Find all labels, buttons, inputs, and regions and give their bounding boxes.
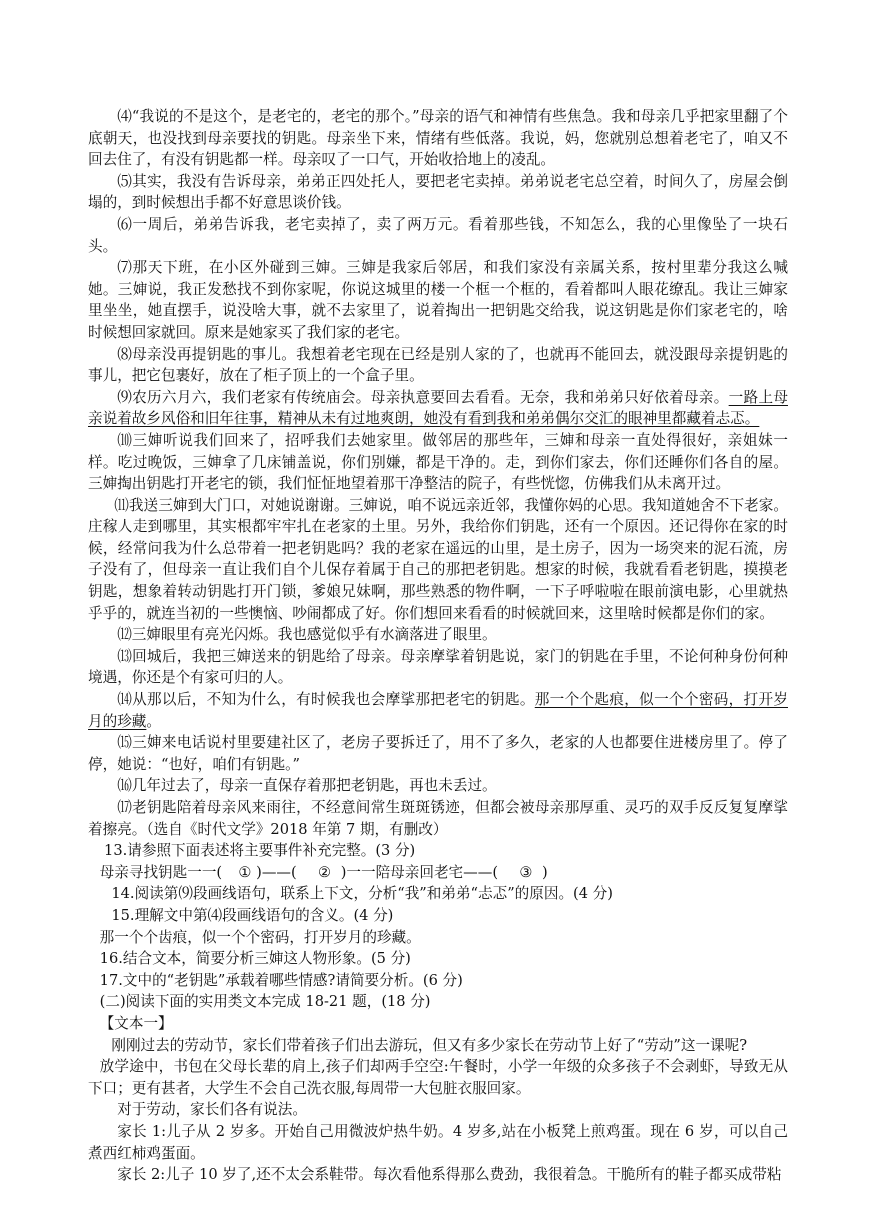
question-17: 17.文中的“老钥匙”承载着哪些情感?请简要分析。(6 分) (99, 971, 463, 989)
reading-text (88, 106, 788, 1186)
story-paragraph-11: ⑾我送三婶到大门口，对她说谢谢。三婶说，咱不说远亲近邻，我懂你妈的心思。我知道她舍不下老家。庄稼人走到哪里，其实根都牢牢扎在老家的土里。另外，我给你们钥匙，还有一个原因。还记得你在家的时候，经常问我为什么总带着一把老钥匙吗？我的老家在遥远的山里，是土房子，因为一场突来的泥石流，房子没有了，但母亲一直让我们自个儿保存着属于自己的那把老钥匙。想家的时候，我就看看老钥匙，摸摸老钥匙，想象着转动钥匙打开门锁，爹娘兄妹啊，那些熟悉的物件啊，一下子呼啦啦在眼前演电影，心里就热乎乎的，就连当初的一些懊恼、吵闹都成了好。你们想回来看看的时候就回来，这里啥时候都是你们的家。 (88, 496, 788, 622)
story-paragraph-10: ⑽三婶听说我们回来了，招呼我们去她家里。做邻居的那些年，三婶和母亲一直处得很好，亲姐妹一样。吃过晚饭，三婶拿了几床铺盖说，你们别嫌，都是干净的。走，到你们家去，你们还睡你们各自的屋。三婶掏出钥匙打开老宅的锁，我们怔怔地望着那干净整洁的院子，有些恍惚，仿佛我们从未离开过。 (88, 431, 788, 493)
section-2-heading: (二)阅读下面的实用类文本完成 18-21 题，(18 分) (99, 993, 431, 1011)
story-paragraph-17: ⒄老钥匙陪着母亲风来雨往，不经意间常生斑斑锈迹，但都会被母亲那厚重、灵巧的双手反反复复摩挲着擦亮。（选自《时代文学》2018 年第 7 期，有删改） (88, 799, 788, 838)
question-15-quote: 那一个个齿痕，似一个个密码，打开岁月的珍藏。 (99, 928, 421, 946)
question-13: 13.请参照下面表述将主要事件补充完整。(3 分) (104, 842, 416, 860)
question-16: 16.结合文本，简要分析三婶这人物形象。(5 分) (99, 950, 411, 968)
story-paragraph-13: ⒀回城后，我把三婶送来的钥匙给了母亲。母亲摩挲着钥匙说，家门的钥匙在手里，不论何种身份何种境遇，你还是个有家可归的人。 (88, 647, 788, 687)
section-2-paragraph-2: 放学途中，书包在父母长辈的肩上,孩子们却两手空空:午餐时，小学一年级的众多孩子不会剥虾，导致无从下口；更有甚者，大学生不会自己洗衣服,每周带一大包脏衣服回家。 (88, 1058, 788, 1097)
section-2-paragraph-1: 刚刚过去的劳动节，家长们带着孩子们出去游玩，但又有多少家长在劳动节上好了“劳动”这一课呢? (111, 1036, 748, 1054)
question-13-events (88, 862, 788, 884)
event-end: ) (542, 863, 548, 881)
story-paragraph-6: ⑹一周后，弟弟告诉我，老宅卖掉了，卖了两万元。看着那些钱，不知怎么，我的心里像坠了一块石头。 (88, 215, 788, 255)
section-2-paragraph-3: 对于劳动，家长们各有说法。 (117, 1101, 307, 1119)
blank-2: ② (317, 863, 332, 881)
event-sep-2: )一一陪母亲回老宅——( (340, 863, 499, 881)
section-2-paragraph-5: 家长 2:儿子 10 岁了,还不太会系鞋带。每次看他系得那么费劲，我很着急。干脆所有的鞋子都买成带粘 (117, 1166, 782, 1184)
story-paragraph-14 (88, 689, 788, 732)
text-one-label: 【文本一】 (99, 1014, 173, 1032)
story-paragraph-4: ⑷“我说的不是这个，是老宅的，老宅的那个。”母亲的语气和神情有些焦急。我和母亲几乎把家里翻了个底朝天，也没找到母亲要找的钥匙。母亲坐下来，情绪有些低落。我说，妈，您就别总想着老宅了，咱又不回去住了，有没有钥匙都一样。母亲叹了一口气，开始收拾地上的凌乱。 (88, 108, 788, 169)
blank-3: ③ (519, 863, 533, 881)
underlined-sentence-14: 那一个个匙痕，似一个个密码，打开岁月的珍藏 (88, 691, 788, 730)
story-paragraph-5: ⑸其实，我没有告诉母亲，弟弟正四处托人，要把老宅卖掉。弟弟说老宅总空着，时间久了，房屋会倒塌的，到时候想出手都不好意思谈价钱。 (88, 172, 788, 212)
story-paragraph-12: ⑿三婶眼里有亮光闪烁。我也感觉似乎有水滴落进了眼里。 (117, 626, 497, 644)
blank-1: ① (238, 863, 252, 881)
story-paragraph-9 (88, 387, 788, 430)
paragraph-14-text: ⒁从那以后，不知为什么，有时候我也会摩挲那把老宅的钥匙。 (117, 691, 535, 709)
question-15: 15.理解文中第⑷段画线语句的含义。(4 分) (111, 906, 394, 924)
event-sep-1: )——( (256, 863, 297, 881)
section-2-paragraph-4: 家长 1:儿子从 2 岁多。开始自己用微波炉热牛奶。4 岁多,站在小板凳上煎鸡蛋。现在 6 岁，可以自己煮西红柿鸡蛋面。 (88, 1122, 788, 1162)
paragraph-9-text: ⑼农历六月六，我们老家有传统庙会。母亲执意要回去看看。无奈，我和弟弟只好依着母亲。 (117, 388, 729, 406)
paragraph-14-end: 。 (146, 712, 161, 730)
underlined-sentence-9: 一路上母亲说着故乡风俗和旧年往事，精神从未有过地爽朗，她没有看到我和弟弟偶尔交汇的眼神里都藏着忐忑。 (88, 388, 788, 428)
story-paragraph-15: ⒂三婶来电话说村里要建社区了，老房子要拆迁了，用不了多久，老家的人也都要住进楼房里了。停了停，她说：“也好，咱们有钥匙。” (88, 734, 788, 773)
story-paragraph-16: ⒃几年过去了，母亲一直保存着那把老钥匙，再也未丢过。 (117, 777, 497, 795)
event-start: 母亲寻找钥匙一一( (99, 863, 223, 881)
story-paragraph-7: ⑺那天下班，在小区外碰到三婶。三婶是我家后邻居，和我们家没有亲属关系，按村里辈分我这么喊她。三婶说，我正发愁找不到你家呢，你说这城里的楼一个框一个框的，看着都叫人眼花缭乱。我让三婶家里坐坐，她直摆手，说没啥大事，就不去家里了，说着掏出一把钥匙交给我，说这钥匙是你们家老宅的，啥时候想回家就回。原来是她家买了我们家的老宅。 (88, 259, 788, 341)
question-14: 14.阅读第⑼段画线语句，联系上下文，分析“我”和弟弟“忐忑”的原因。(4 分) (111, 885, 613, 903)
story-paragraph-8: ⑻母亲没再提钥匙的事儿。我想着老宅现在已经是别人家的了，也就再不能回去，就没跟母亲提钥匙的事儿，把它包裹好，放在了柜子顶上的一个盒子里。 (88, 345, 788, 385)
